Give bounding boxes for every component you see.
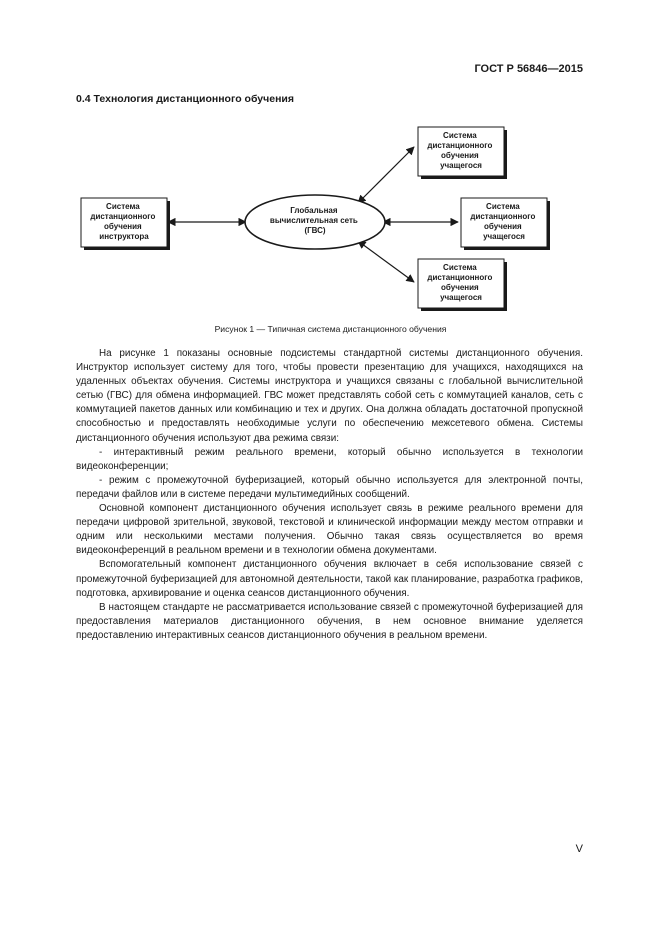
- paragraph: На рисунке 1 показаны основные подсистемы стандартной системы дистанционного обучения. Инструктор использует систему для того, чтобы провести презентацию для учащихся, находящихся на удаленных объектах обучения. Системы инструктора и учащихся связаны с глобальной вычислительной сетью (ГВС) для обмена информацией. ГВС может представлять собой сеть с коммутацией каналов, сеть с коммутацией пакетов данных или комбинацию и тех и других. Она должна обладать достаточной пропускной способностью и предоставлять необходимые услуги по обеспечению межсетевого обмена. Системы дистанционного обучения используют два режима связи:: [76, 348, 583, 444]
- arrow-wan-student-3: [358, 241, 414, 282]
- student-system-label-2: Система дистанционного обучения учащегося: [470, 202, 536, 241]
- student-system-label-1: Система дистанционного обучения учащегося: [427, 131, 493, 170]
- paragraph: В настоящем стандарте не рассматривается использование связей с промежуточной буферизацией для предоставления материалов дистанционного обучения, в нем основное внимание уделяется предоставлению интерактивных сеансов дистанционного обучения в реальном времени.: [76, 601, 583, 641]
- section-title: 0.4 Технология дистанционного обучения: [76, 93, 294, 105]
- paragraph: Основной компонент дистанционного обучения использует связь в режиме реального времени для передачи цифровой зрительной, звуковой, текстовой и клинической информации между местом отправки и одним или несколькими местами получения. Обычно такая связь осуществляется во время видеоконференций в реальном времени и в технологии обмена документами.: [76, 503, 583, 557]
- figure-caption: Рисунок 1 — Типичная система дистанционного обучения: [214, 324, 447, 334]
- list-item: - режим с промежуточной буферизацией, который обычно используется для электронной почты, передачи файлов или в системе передачи мультимедийных сообщений.: [76, 474, 583, 500]
- paragraph: Вспомогательный компонент дистанционного обучения включает в себя использование связей с промежуточной буферизацией для автономной деятельности, такой как планирование, разработка графиков, подготовка, архивирование и оценка сеансов дистанционного обучения.: [76, 559, 583, 599]
- list-item: - интерактивный режим реального времени, который обычно используется в технологии видеоконференции;: [76, 446, 583, 472]
- instructor-system-label: Система дистанционного обучения инструктора: [90, 202, 156, 241]
- document-code: ГОСТ Р 56846—2015: [474, 63, 583, 75]
- distance-learning-diagram: [0, 0, 661, 330]
- page-number: V: [575, 843, 583, 855]
- wan-label: Глобальная вычислительная сеть (ГВС): [269, 206, 358, 235]
- arrow-wan-student-1: [358, 147, 414, 203]
- body-text: [76, 347, 583, 643]
- student-system-label-3: Система дистанционного обучения учащегося: [427, 263, 493, 302]
